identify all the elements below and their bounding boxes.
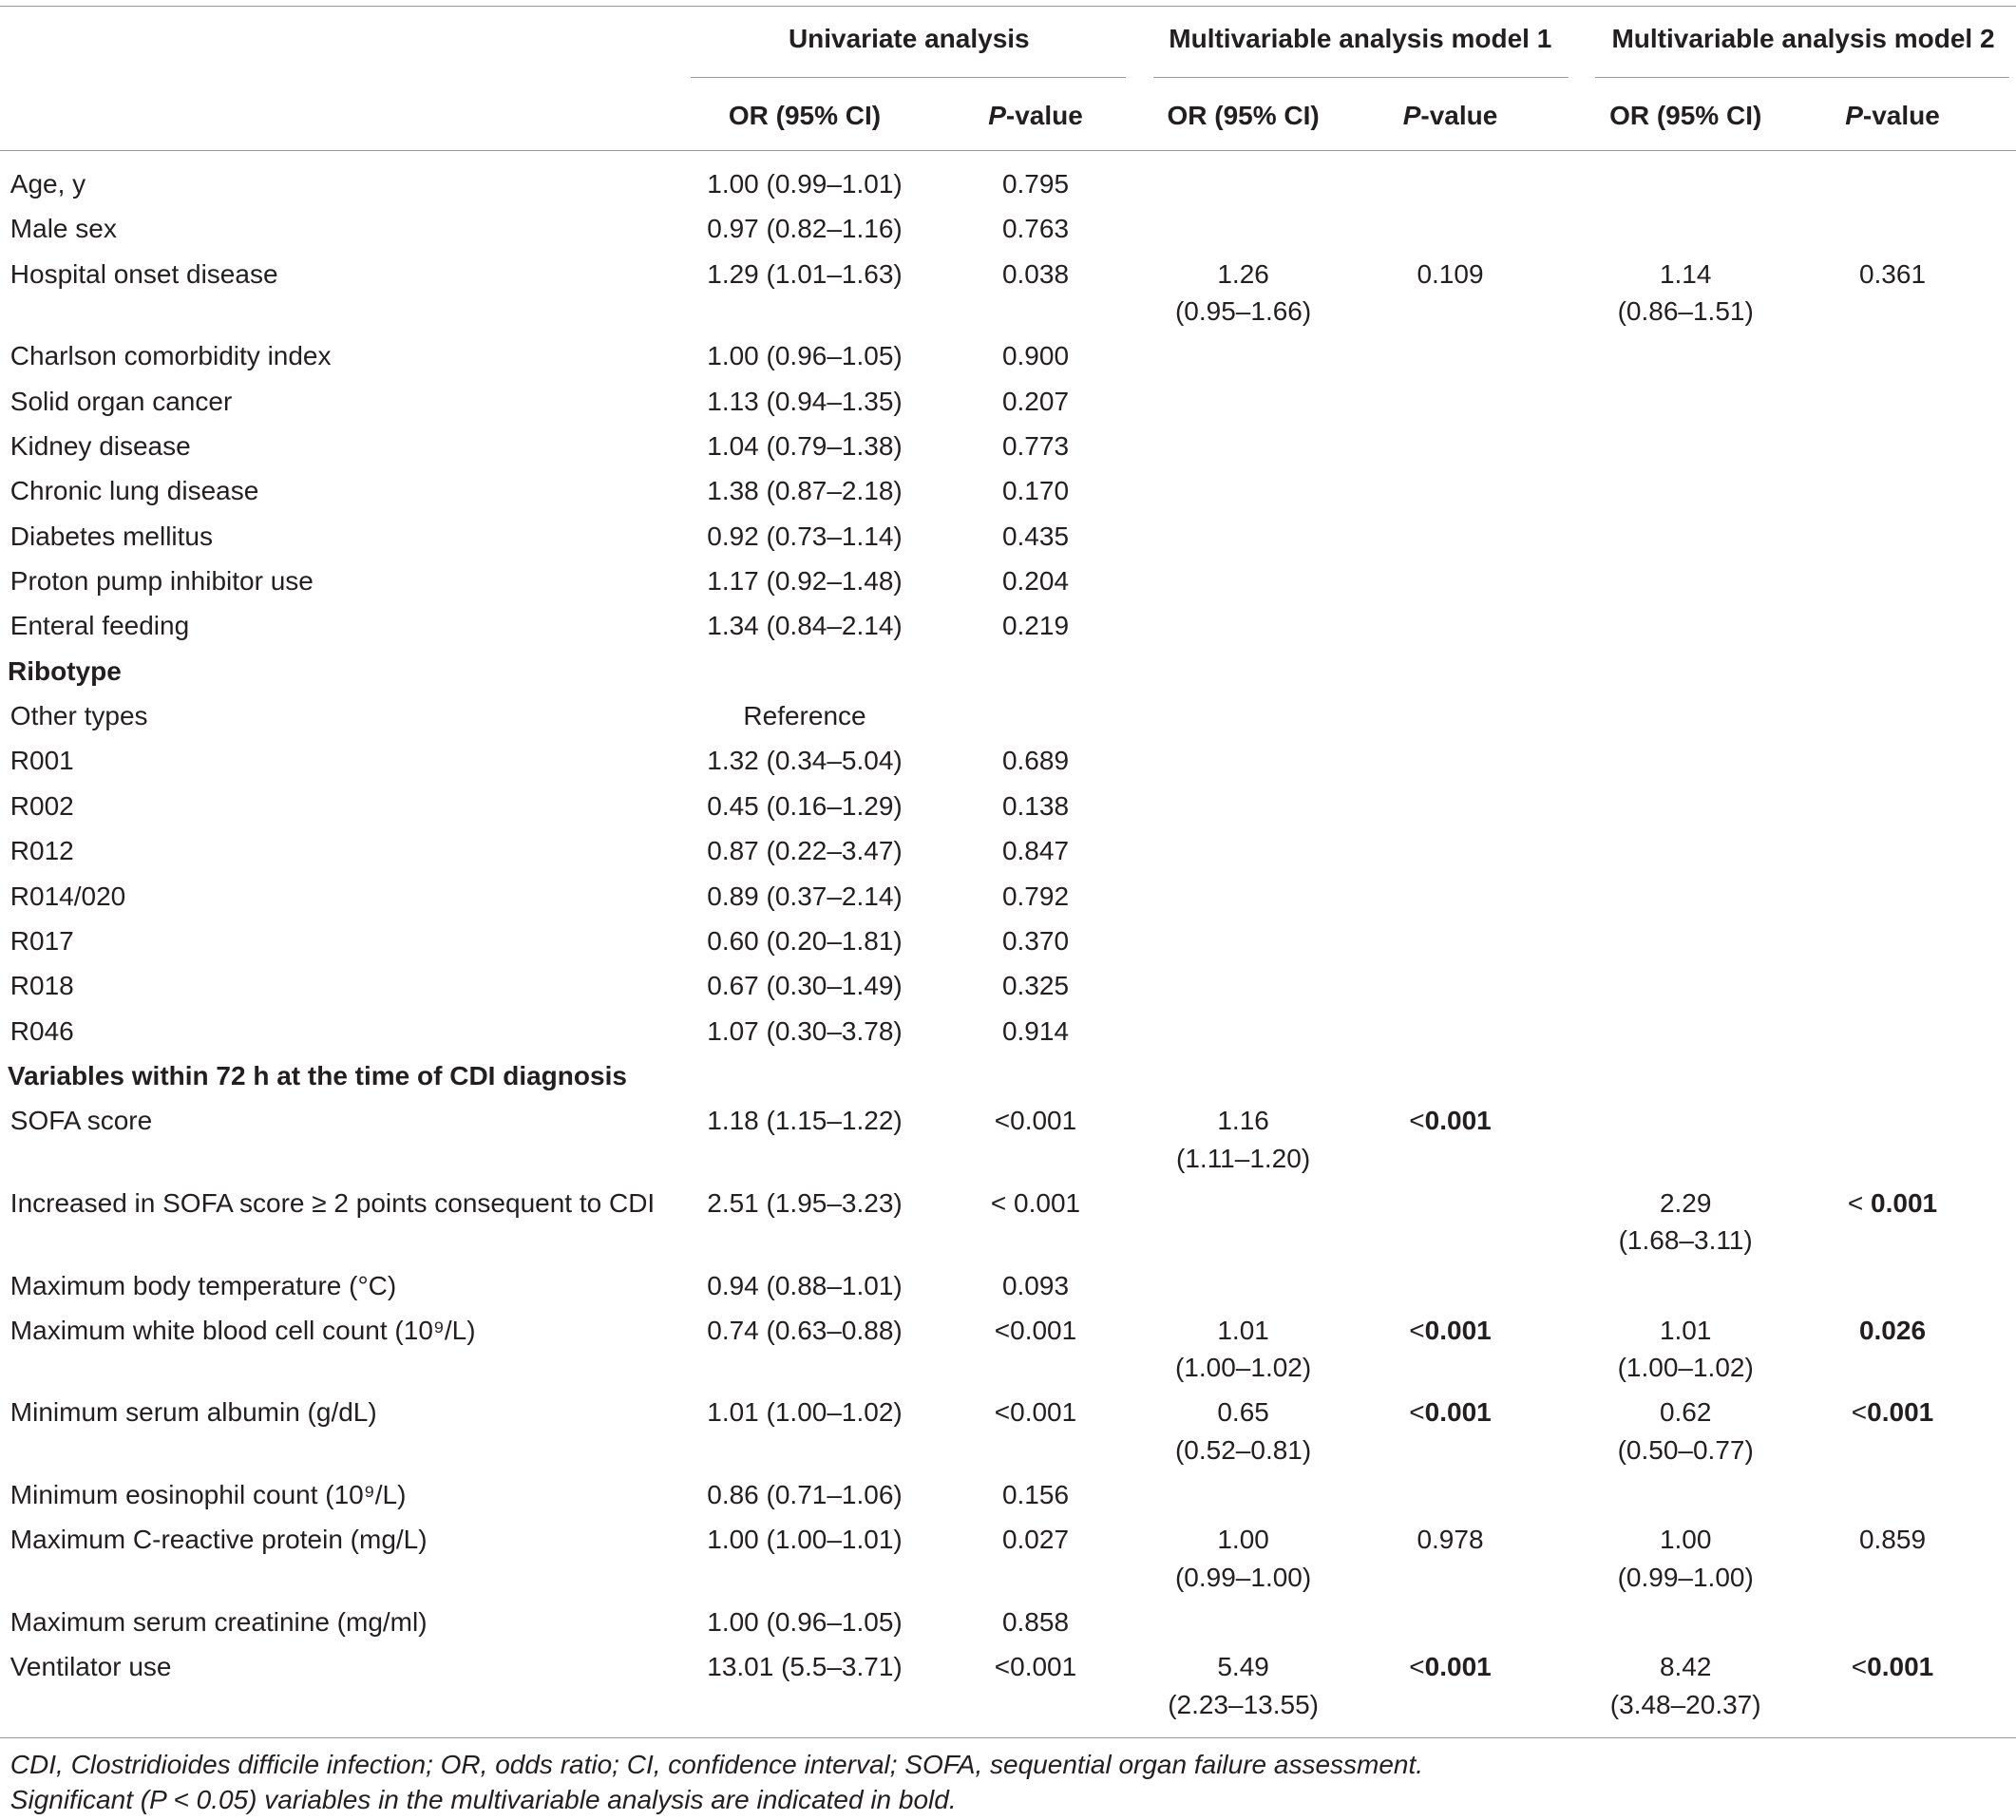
model-2-odds-ratio: 2.29: [1659, 1187, 1712, 1218]
table-row: [0, 738, 2016, 783]
row-label: Ventilator use: [10, 1652, 172, 1682]
group-underline-model-1: [1153, 77, 1569, 78]
model-2-p-number: 0.859: [1858, 1525, 1927, 1555]
univariate-p-value: 0.370: [1001, 925, 1070, 956]
univariate-p-value: 0.219: [1001, 611, 1070, 641]
model-1-odds-ratio: 1.01: [1217, 1315, 1269, 1345]
column-header-row: [0, 97, 2016, 135]
row-label: Hospital onset disease: [10, 258, 278, 289]
model-1-odds-ratio: 5.49: [1217, 1652, 1269, 1682]
model-2-p-number: 0.026: [1858, 1315, 1927, 1345]
table-row: [0, 206, 2016, 251]
univariate-p-value: 0.156: [1001, 1480, 1070, 1510]
row-label: R046: [10, 1015, 74, 1046]
model-2-p-prefix: <: [1851, 1397, 1868, 1428]
table-row: [0, 424, 2016, 468]
table-row: [0, 873, 2016, 918]
row-label: Maximum serum creatinine (mg/ml): [10, 1607, 428, 1637]
row-label: Kidney disease: [10, 430, 191, 461]
univariate-p-value: 0.773: [1001, 430, 1070, 461]
model-1-p-prefix: <: [1409, 1106, 1425, 1136]
model-2-odds-ratio: 8.42: [1659, 1652, 1712, 1682]
model-1-p-value: [1365, 1102, 1536, 1139]
p-value-suffix: -value: [1005, 100, 1083, 130]
model-2-p-value: [1807, 1185, 1978, 1222]
model-2-or-ci: [1581, 1521, 1790, 1595]
row-label: Charlson comorbidity index: [10, 341, 332, 371]
table-row: [0, 828, 2016, 873]
univariate-or-ci: 0.87 (0.22–3.47): [707, 836, 903, 866]
univariate-p-value: 0.325: [1001, 971, 1070, 1001]
univariate-or-ci: 0.86 (0.71–1.06): [707, 1480, 903, 1510]
univariate-p-value: 0.858: [1001, 1607, 1070, 1637]
table-row: [0, 603, 2016, 648]
model-1-p-number: 0.001: [1424, 1397, 1492, 1428]
row-label: Proton pump inhibitor use: [10, 566, 314, 596]
model-2-p-number: 0.001: [1871, 1187, 1938, 1218]
univariate-p-value: 0.795: [1001, 168, 1070, 199]
model-2-p-value: [1807, 1312, 1978, 1349]
table-row: [0, 333, 2016, 378]
model-2-or-ci: [1581, 256, 1790, 330]
model-1-p-value: [1365, 1648, 1536, 1685]
section-header-row: [0, 649, 2016, 693]
univariate-or-ci: 13.01 (5.5–3.71): [707, 1652, 903, 1682]
row-label: R018: [10, 971, 74, 1001]
model-2-p-number: 0.001: [1867, 1652, 1934, 1682]
table-row: [0, 1600, 2016, 1644]
univariate-p-value: <0.001: [994, 1652, 1077, 1682]
model-2-odds-ratio: 0.62: [1659, 1397, 1712, 1428]
model-2-or-ci: [1581, 1185, 1790, 1259]
model-1-p-value: [1365, 1521, 1536, 1558]
table-row: [0, 1181, 2016, 1263]
model-1-confidence-interval: (2.23–13.55): [1168, 1689, 1319, 1719]
table-row: [0, 161, 2016, 206]
model-1-odds-ratio: 1.00: [1217, 1525, 1269, 1555]
group-underline-model-2: [1595, 77, 2009, 78]
row-label: R002: [10, 790, 74, 821]
group-header-model-2: Multivariable analysis model 2: [1611, 23, 1995, 53]
row-label: Minimum serum albumin (g/dL): [10, 1397, 377, 1428]
p-value-suffix: -value: [1862, 100, 1940, 130]
univariate-p-value: 0.170: [1001, 476, 1070, 506]
univariate-or-ci: 0.45 (0.16–1.29): [707, 790, 903, 821]
table-row: [0, 1262, 2016, 1307]
model-2-or-ci: [1581, 1393, 1790, 1468]
group-header-model-1: Multivariable analysis model 1: [1169, 23, 1552, 53]
model-1-or-ci: [1139, 1648, 1348, 1722]
row-label: R012: [10, 836, 74, 866]
model-2-p-number: 0.361: [1858, 258, 1927, 289]
model-1-confidence-interval: (0.95–1.66): [1174, 295, 1312, 326]
univariate-or-ci: 0.92 (0.73–1.14): [707, 521, 903, 551]
model-1-p-value: [1365, 256, 1536, 293]
table-row: [0, 693, 2016, 738]
table-bottom-rule: [0, 1737, 2016, 1738]
model-2-confidence-interval: (3.48–20.37): [1609, 1689, 1761, 1719]
table-row: [0, 1517, 2016, 1600]
model-1-p-number: 0.001: [1424, 1315, 1492, 1345]
header-bottom-rule: [0, 150, 2016, 151]
section-label: Variables within 72 h at the time of CDI diagnosis: [8, 1060, 627, 1090]
univariate-or-ci: 1.00 (0.96–1.05): [707, 341, 903, 371]
model-1-or-ci: [1139, 1393, 1348, 1468]
column-header-model-2-or: OR (95% CI): [1609, 100, 1762, 130]
model-2-p-value: [1807, 1648, 1978, 1685]
univariate-or-ci: 1.07 (0.30–3.78): [707, 1015, 903, 1046]
univariate-or-ci: 1.00 (0.96–1.05): [707, 1607, 903, 1637]
table-row: [0, 1308, 2016, 1391]
univariate-or-ci: 1.34 (0.84–2.14): [707, 611, 903, 641]
univariate-or-ci: 1.18 (1.15–1.22): [707, 1106, 903, 1136]
model-1-or-ci: [1139, 1102, 1348, 1176]
model-2-odds-ratio: 1.14: [1659, 258, 1712, 289]
column-header-model-1-or: OR (95% CI): [1167, 100, 1320, 130]
footnote-significance: Significant (P < 0.05) variables in the multivariable analysis are indicated in bold.: [10, 1784, 957, 1814]
model-1-p-number: 0.001: [1424, 1652, 1492, 1682]
model-1-confidence-interval: (1.11–1.20): [1176, 1143, 1311, 1173]
univariate-p-value: 0.763: [1001, 214, 1070, 244]
model-2-confidence-interval: (1.68–3.11): [1618, 1225, 1753, 1256]
univariate-or-ci: 1.32 (0.34–5.04): [707, 746, 903, 776]
univariate-p-value: <0.001: [994, 1315, 1077, 1345]
model-1-odds-ratio: 1.16: [1217, 1106, 1269, 1136]
row-label: Enteral feeding: [10, 611, 190, 641]
univariate-or-ci: 1.38 (0.87–2.18): [707, 476, 903, 506]
univariate-p-value: 0.689: [1001, 746, 1070, 776]
univariate-or-ci: 0.94 (0.88–1.01): [707, 1270, 903, 1300]
model-1-p-number: 0.109: [1417, 258, 1484, 289]
table-row: [0, 1098, 2016, 1181]
univariate-p-value: 0.038: [1001, 258, 1070, 289]
table-row: [0, 1644, 2016, 1727]
row-label: SOFA score: [10, 1106, 153, 1136]
model-2-or-ci: [1581, 1312, 1790, 1386]
table-row: [0, 1472, 2016, 1517]
univariate-p-value: 0.847: [1001, 836, 1070, 866]
model-2-odds-ratio: 1.00: [1659, 1525, 1712, 1555]
column-header-univariate-or: OR (95% CI): [728, 100, 882, 130]
univariate-or-ci: 1.00 (0.99–1.01): [707, 168, 903, 199]
row-label: Solid organ cancer: [10, 386, 233, 416]
table-row: [0, 919, 2016, 963]
model-1-p-value: [1365, 1393, 1536, 1431]
model-2-confidence-interval: (1.00–1.02): [1617, 1353, 1754, 1383]
section-header-row: [0, 1053, 2016, 1098]
univariate-p-value: 0.207: [1001, 386, 1070, 416]
univariate-p-value: 0.093: [1001, 1270, 1070, 1300]
footnote-abbreviations: CDI, Clostridioides difficile infection; OR, odds ratio; CI, confidence interval; SOFA, sequential organ failure assessment.: [10, 1750, 1424, 1779]
univariate-or-ci: 2.51 (1.95–3.23): [707, 1187, 903, 1218]
column-header-model-2-p-value: [1807, 97, 1978, 135]
model-2-or-ci: [1581, 1648, 1790, 1722]
table-row: [0, 1009, 2016, 1053]
model-1-or-ci: [1139, 256, 1348, 330]
univariate-or-ci: 0.74 (0.63–0.88): [707, 1315, 903, 1345]
model-2-confidence-interval: (0.86–1.51): [1617, 295, 1754, 326]
row-label: Male sex: [10, 214, 117, 244]
model-1-confidence-interval: (0.99–1.00): [1174, 1562, 1312, 1592]
model-1-p-prefix: <: [1409, 1652, 1425, 1682]
univariate-or-ci: 0.89 (0.37–2.14): [707, 881, 903, 911]
univariate-or-ci: Reference: [743, 701, 866, 731]
univariate-p-value: 0.914: [1001, 1015, 1070, 1046]
univariate-p-value: 0.204: [1001, 566, 1070, 596]
table-body: [0, 161, 2016, 1727]
univariate-or-ci: 0.97 (0.82–1.16): [707, 214, 903, 244]
row-label: Chronic lung disease: [10, 476, 259, 506]
row-label: R001: [10, 746, 74, 776]
univariate-p-value: 0.435: [1001, 521, 1070, 551]
model-2-p-number: 0.001: [1867, 1397, 1934, 1428]
row-label: Minimum eosinophil count (10⁹/L): [10, 1480, 407, 1510]
row-label: R014/020: [10, 881, 126, 911]
model-2-p-prefix: <: [1851, 1652, 1868, 1682]
model-1-or-ci: [1139, 1521, 1348, 1595]
model-2-confidence-interval: (0.99–1.00): [1617, 1562, 1754, 1592]
univariate-p-value: 0.138: [1001, 790, 1070, 821]
model-1-or-ci: [1139, 1312, 1348, 1386]
column-header-model-1-p-value: [1365, 97, 1536, 135]
group-header-univariate: Univariate analysis: [788, 23, 1030, 53]
row-label: R017: [10, 925, 74, 956]
p-italic: P: [1402, 100, 1421, 130]
section-label: Ribotype: [8, 655, 122, 686]
table-row: [0, 784, 2016, 828]
univariate-or-ci: 1.29 (1.01–1.63): [707, 258, 903, 289]
univariate-or-ci: 1.17 (0.92–1.48): [707, 566, 903, 596]
model-1-odds-ratio: 1.26: [1217, 258, 1269, 289]
model-1-p-value: [1365, 1312, 1536, 1349]
univariate-p-value: <0.001: [994, 1106, 1077, 1136]
table-row: [0, 514, 2016, 559]
univariate-or-ci: 1.00 (1.00–1.01): [707, 1525, 903, 1555]
univariate-or-ci: 1.04 (0.79–1.38): [707, 430, 903, 461]
model-2-confidence-interval: (0.50–0.77): [1617, 1434, 1754, 1465]
model-2-p-value: [1807, 1393, 1978, 1431]
row-label: Other types: [10, 701, 148, 731]
row-label: Maximum body temperature (°C): [10, 1270, 397, 1300]
model-1-confidence-interval: (1.00–1.02): [1174, 1353, 1312, 1383]
univariate-or-ci: 0.67 (0.30–1.49): [707, 971, 903, 1001]
row-label: Maximum white blood cell count (10⁹/L): [10, 1315, 476, 1345]
p-italic: P: [988, 100, 1006, 130]
univariate-p-value: 0.792: [1001, 881, 1070, 911]
table-row: [0, 1390, 2016, 1472]
model-1-p-number: 0.978: [1417, 1525, 1484, 1555]
model-1-p-prefix: <: [1409, 1397, 1425, 1428]
table-row: [0, 963, 2016, 1008]
column-header-univariate-p-value: [950, 97, 1121, 135]
model-1-confidence-interval: (0.52–0.81): [1174, 1434, 1312, 1465]
table-row: [0, 468, 2016, 513]
univariate-p-value: 0.900: [1001, 341, 1070, 371]
univariate-or-ci: 1.01 (1.00–1.02): [707, 1397, 903, 1428]
model-1-p-number: 0.001: [1424, 1106, 1492, 1136]
row-label: Diabetes mellitus: [10, 521, 213, 551]
row-label: Maximum C-reactive protein (mg/L): [10, 1525, 428, 1555]
model-2-odds-ratio: 1.01: [1659, 1315, 1712, 1345]
row-label: Age, y: [10, 168, 86, 199]
row-label: Increased in SOFA score ≥ 2 points consequent to CDI: [10, 1187, 656, 1218]
p-italic: P: [1845, 100, 1863, 130]
univariate-or-ci: 1.13 (0.94–1.35): [707, 386, 903, 416]
model-2-p-value: [1807, 256, 1978, 293]
table-row: [0, 252, 2016, 334]
univariate-p-value: 0.027: [1001, 1525, 1070, 1555]
model-2-p-prefix: <: [1847, 1187, 1872, 1218]
table-top-rule: [0, 6, 2016, 7]
model-2-p-value: [1807, 1521, 1978, 1558]
univariate-p-value: <0.001: [994, 1397, 1077, 1428]
table-row: [0, 378, 2016, 423]
model-1-odds-ratio: 0.65: [1217, 1397, 1269, 1428]
p-value-suffix: -value: [1420, 100, 1498, 130]
model-1-p-prefix: <: [1409, 1315, 1425, 1345]
univariate-p-value: < 0.001: [990, 1187, 1081, 1218]
table-row: [0, 559, 2016, 603]
group-underline-univariate: [691, 77, 1127, 78]
univariate-or-ci: 0.60 (0.20–1.81): [707, 925, 903, 956]
